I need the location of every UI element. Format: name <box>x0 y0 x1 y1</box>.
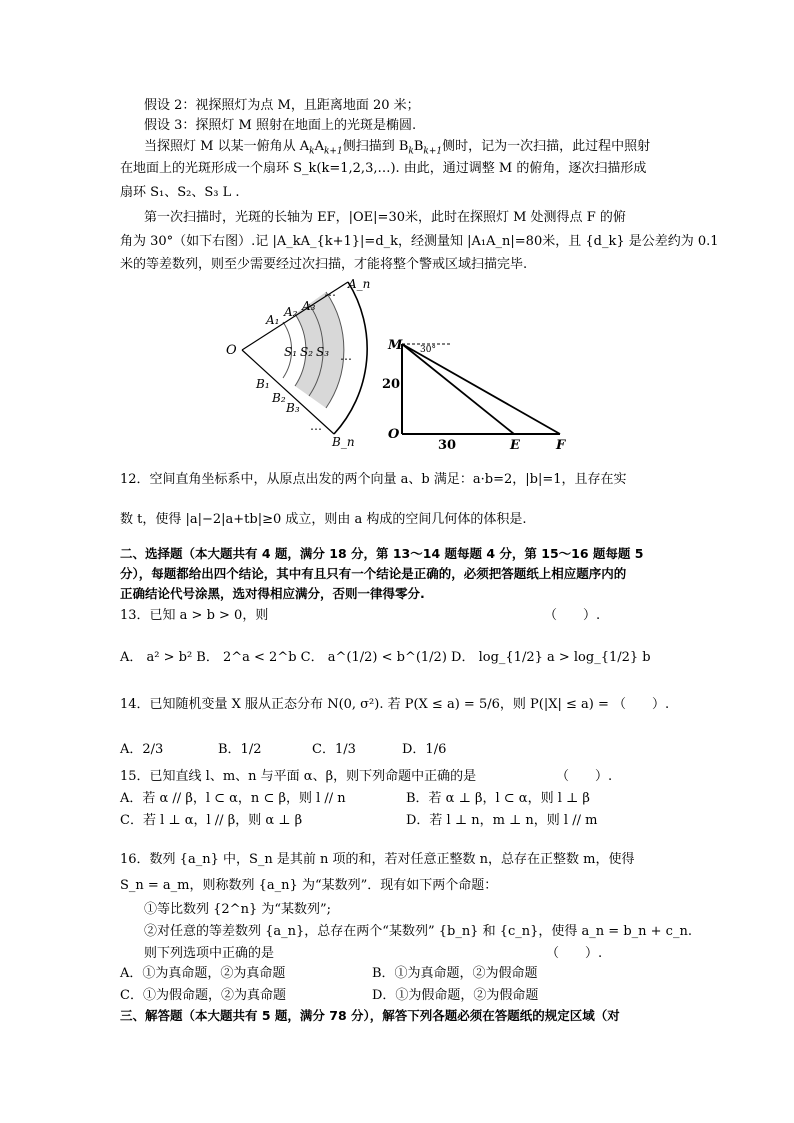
hypothesis-3: 假设 3：探照灯 M 照射在地面上的光斑是椭圆. <box>144 118 417 133</box>
question-13-options: A． a² > b² B． 2^a < 2^b C． a^(1/2) < b^(1/2) D． log_{1/2} a > log_{1/2} b <box>120 650 651 665</box>
label-F: F <box>556 438 566 450</box>
label-S2: S₂ <box>300 345 314 359</box>
q16-option-B: B．①为真命题，②为假命题 <box>372 966 538 981</box>
section-2-header-2: 分），每题都给出四个结论，其中有且只有一个结论是正确的，必须把答题纸上相应题序内的 <box>120 566 627 581</box>
label-B2: B₂ <box>272 391 286 405</box>
question-16-prop-2: ②对任意的等差数列 {a_n}，总存在两个“某数列” {b_n} 和 {c_n}，使得 a_n = b_n + c_n. <box>144 924 692 939</box>
label-S1: S₁ <box>284 345 298 359</box>
label-An: A_n <box>348 277 371 291</box>
section-2-header-3: 正确结论代号涂黑，选对得相应满分，否则一律得零分. <box>120 586 425 601</box>
label-height: 20 <box>382 377 401 392</box>
q16-option-D: D．①为假命题，②为假命题 <box>372 988 539 1003</box>
label-angle: 30° <box>420 345 436 355</box>
sector-ring-figure <box>220 276 380 454</box>
q15-option-C: C．若 l ⊥ α，l // β，则 α ⊥ β <box>120 813 303 828</box>
question-14: 14．已知随机变量 X 服从正态分布 N(0, σ²). 若 P(X ≤ a) = 5/6，则 P(|X| ≤ a) = （ ）. <box>120 697 670 712</box>
question-16-paren: （ ）. <box>546 946 603 961</box>
q14-option-C: C．1/3 <box>312 742 356 757</box>
dots-top: … <box>324 285 336 299</box>
label-O: O <box>226 343 237 358</box>
question-13: 13．已知 a > b > 0，则 <box>120 608 269 623</box>
label-O: O <box>388 427 400 442</box>
question-15-paren: （ ）. <box>556 769 613 784</box>
question-16-prompt: 则下列选项中正确的是 <box>144 946 275 961</box>
label-M: M <box>388 338 403 353</box>
question-16-line-1: 16．数列 {a_n} 中，S_n 是其前 n 项的和，若对任意正整数 n，总存在正整数 m，使得 <box>120 852 635 867</box>
q15-option-A: A．若 α // β，l ⊂ α，n ⊂ β，则 l // n <box>120 791 346 806</box>
q15-option-D: D．若 l ⊥ n，m ⊥ n，则 l // m <box>406 813 598 828</box>
label-width: 30 <box>438 438 457 450</box>
label-Bn: B_n <box>332 435 355 449</box>
q16-option-A: A．①为真命题，②为真命题 <box>120 966 286 981</box>
paragraph-line-6: 米的等差数列，则至少需要经过次扫描，才能将整个警戒区域扫描完毕. <box>120 257 528 272</box>
question-12-line-1: 12．空间直角坐标系中，从原点出发的两个向量 a、b 满足：a·b=2，|b|=1，且存在实 <box>120 472 627 487</box>
paragraph-line-5: 角为 30°（如下右图）.记 |A_kA_{k+1}|=d_k，经测量知 |A₁A_n|=80米，且 {d_k} 是公差约为 0.1 <box>120 234 719 249</box>
label-E: E <box>510 438 520 450</box>
q14-option-A: A．2/3 <box>120 742 164 757</box>
label-B1: B₁ <box>256 377 270 391</box>
q16-option-C: C．①为假命题，②为真命题 <box>120 988 286 1003</box>
paragraph-line-4: 第一次扫描时，光斑的长轴为 EF，|OE|=30米，此时在探照灯 M 处测得点 F 的俯 <box>144 210 626 225</box>
question-12-line-2: 数 t，使得 |a|−2|a+tb|≥0 成立，则由 a 构成的空间几何体的体积是. <box>120 512 527 527</box>
label-A1: A₁ <box>266 313 280 327</box>
label-B3: B₃ <box>286 401 300 415</box>
paragraph-line-3: 扇环 S₁、S₂、S₃ L . <box>120 185 240 200</box>
label-A2: A₂ <box>284 305 298 319</box>
question-13-paren: （ ）. <box>544 608 601 623</box>
section-3-header: 三、解答题（本大题共有 5 题，满分 78 分），解答下列各题必须在答题纸的规定区域（对 <box>120 1008 620 1023</box>
question-16-prop-1: ①等比数列 {2^n} 为“某数列”; <box>144 902 332 917</box>
dots-mid: … <box>340 349 352 363</box>
q15-option-B: B．若 α ⊥ β，l ⊂ α，则 l ⊥ β <box>406 791 590 806</box>
dots-bottom: … <box>310 419 322 433</box>
paragraph-line-2: 在地面上的光斑形成一个扇环 S_k(k=1,2,3,…). 由此，通过调整 M 的俯角，逐次扫描形成 <box>120 161 647 176</box>
line-ME <box>402 344 514 434</box>
section-2-header-1: 二、选择题（本大题共有 4 题，满分 18 分，第 13～14 题每题 4 分，第 15～16 题每题 5 <box>120 546 644 561</box>
q14-option-D: D．1/6 <box>402 742 447 757</box>
paragraph-line-1-alt: 当探照灯 M 以某一俯角从 $A_kA_{k+1}$侧扫描到 $B_kB_{k+1}$侧时，记为一次扫描，此过程中照射 <box>144 139 651 157</box>
label-S3: S₃ <box>316 345 330 359</box>
line-MF <box>402 344 560 434</box>
searchlight-triangle-figure <box>382 332 574 450</box>
hypothesis-2: 假设 2：视探照灯为点 M，且距离地面 20 米； <box>144 98 420 113</box>
question-16-line-2: S_n = a_m，则称数列 {a_n} 为“某数列”．现有如下两个命题： <box>120 878 498 893</box>
label-A3: A₃ <box>302 299 316 313</box>
q14-option-B: B．1/2 <box>218 742 262 757</box>
question-15: 15．已知直线 l、m、n 与平面 α、β，则下列命题中正确的是 <box>120 769 477 784</box>
